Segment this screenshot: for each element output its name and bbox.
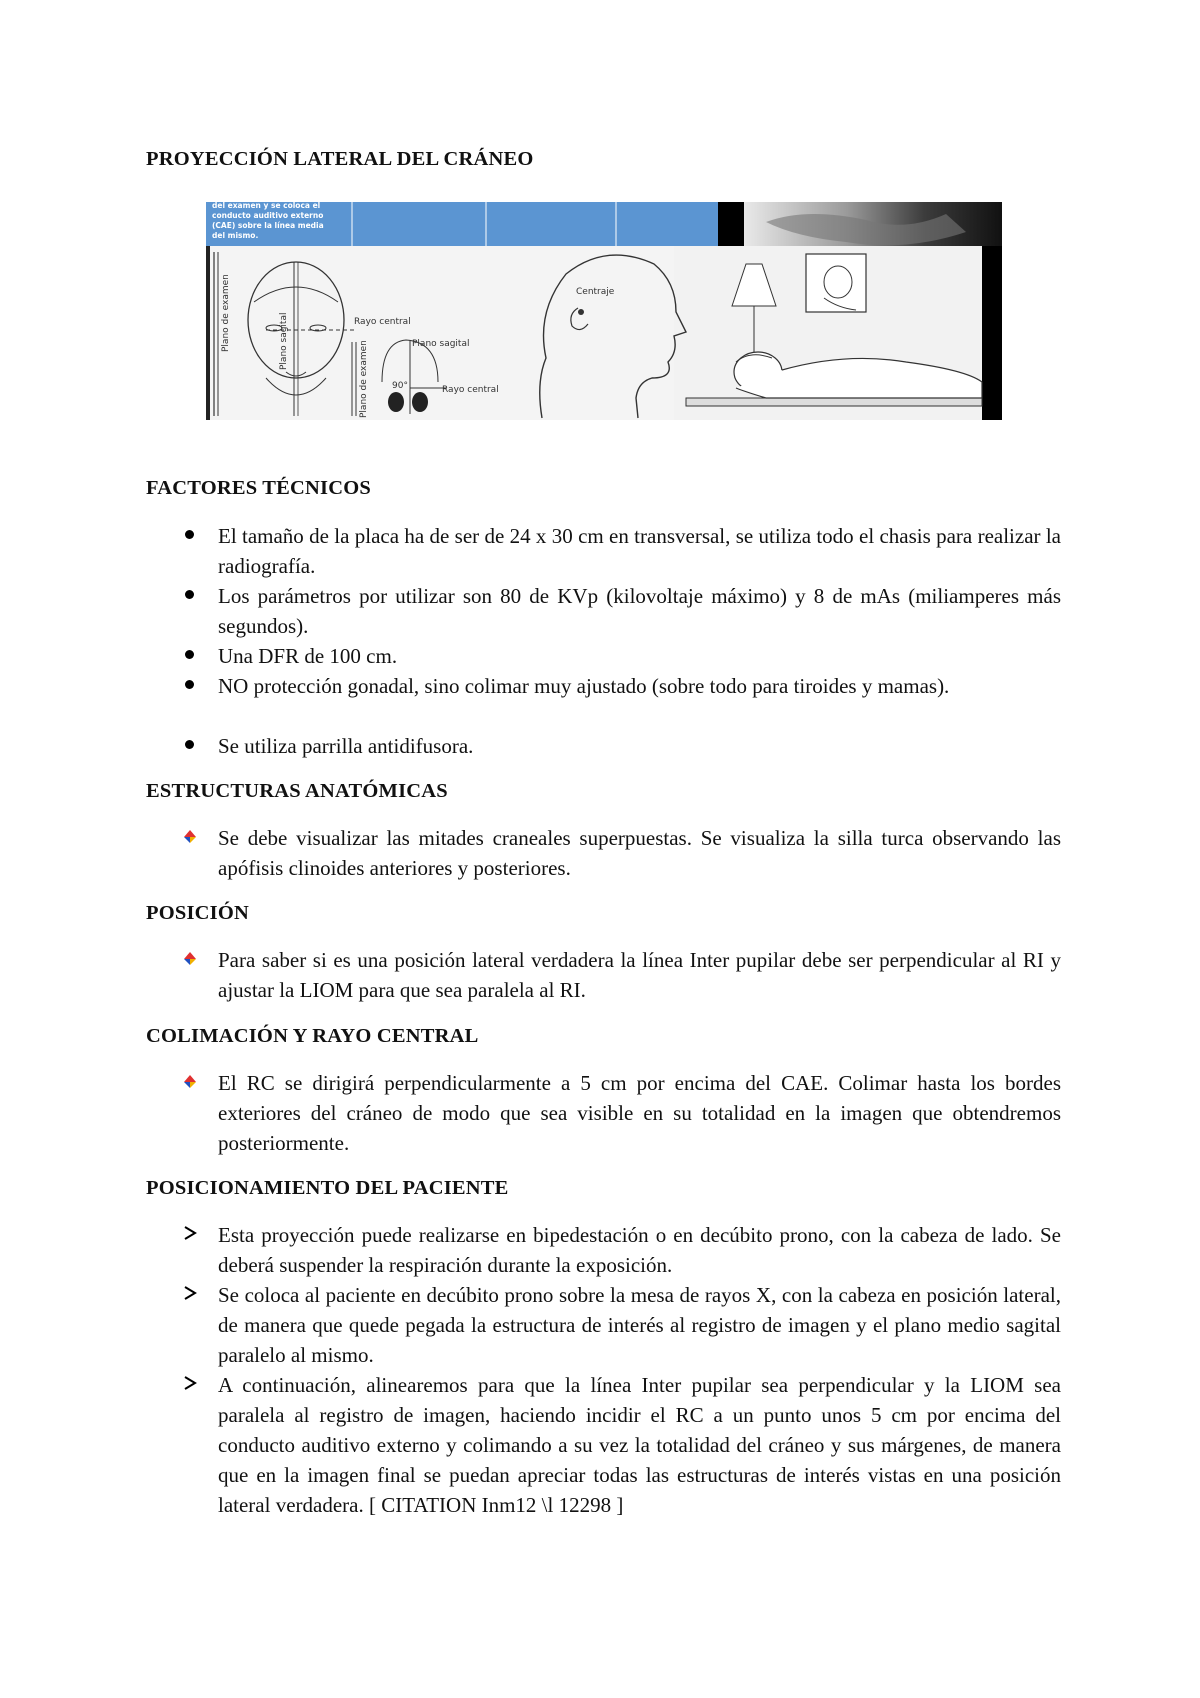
section-heading-posicionamiento: POSICIONAMIENTO DEL PACIENTE (146, 1177, 509, 1199)
filled-circle-bullet-icon (182, 736, 198, 752)
list-item: Se debe visualizar las mitades craneales superpuestas. Se visualiza la silla turca observando las apófisis clinoides anteriores y posteriores. (218, 826, 1061, 880)
label-angle: 90° (392, 381, 408, 391)
blue-text-line-1: del examen y se coloca el (212, 202, 321, 210)
filled-circle-bullet-icon (182, 676, 198, 692)
list-item: Una DFR de 100 cm. (218, 644, 398, 668)
list-item: Los parámetros por utilizar son 80 de KVp (kilovoltaje máximo) y 8 de mAs (miliamperes más segundos). (218, 584, 1061, 638)
filled-circle-bullet-icon (182, 586, 198, 602)
list-item: El tamaño de la placa ha de ser de 24 x 30 cm en transversal, se utiliza todo el chasis para realizar la radiografía. (218, 524, 1061, 578)
colored-arrow-bullet-icon (182, 1073, 198, 1089)
chevron-arrow-bullet-icon (182, 1285, 198, 1301)
chevron-arrow-bullet-icon (182, 1375, 198, 1391)
list-item: Esta proyección puede realizarse en bipedestación o en decúbito prono, con la cabeza de lado. Se deberá suspender la respiración durante la exposición. (218, 1223, 1061, 1277)
page-title: PROYECCIÓN LATERAL DEL CRÁNEO (146, 148, 534, 170)
section-heading-estructuras: ESTRUCTURAS ANATÓMICAS (146, 780, 448, 802)
section-heading-factores: FACTORES TÉCNICOS (146, 477, 371, 499)
list-item: NO protección gonadal, sino colimar muy ajustado (sobre todo para tiroides y mamas). (218, 674, 950, 698)
list-item: Se utiliza parrilla antidifusora. (218, 734, 474, 758)
positioning-figure (206, 202, 1002, 420)
section-heading-posicion: POSICIÓN (146, 902, 249, 924)
list-item: Para saber si es una posición lateral verdadera la línea Inter pupilar debe ser perpendicular al RI y ajustar la LIOM para que sea paralela al RI. (218, 948, 1061, 1002)
positioning-illustration (206, 202, 1002, 420)
blue-text-line-2: conducto auditivo externo (212, 211, 324, 220)
label-centraje: Centraje (576, 287, 615, 297)
label-rayo-central-1: Rayo central (354, 317, 411, 327)
filled-circle-bullet-icon (182, 646, 198, 662)
chevron-arrow-bullet-icon (182, 1225, 198, 1241)
label-plano-examen-1: Plano de examen (221, 274, 231, 352)
colored-arrow-bullet-icon (182, 828, 198, 844)
label-rayo-central-2: Rayo central (442, 385, 499, 395)
label-plano-sagital-vertical: Plano sagital (279, 312, 289, 370)
list-item: A continuación, alinearemos para que la línea Inter pupilar sea perpendicular y la LIOM sea paralela al registro de imagen, haciendo incidir el RC a un punto unos 5 cm por encima del conducto auditivo externo y colimando a su vez la totalidad del cráneo y sus márgenes, de manera que en la imagen final se puedan apreciar todas las estructuras de interés vistas en una posición lateral verdadera. [ CITATION Inm12 \l 12298 ] (218, 1373, 1061, 1517)
list-item: El RC se dirigirá perpendicularmente a 5 cm por encima del CAE. Colimar hasta los bordes exteriores del cráneo de modo que sea visible en su totalidad en la imagen que obtendremos posteriormente. (218, 1071, 1061, 1155)
blue-text-line-4: del mismo. (212, 231, 259, 240)
section-heading-colimacion: COLIMACIÓN Y RAYO CENTRAL (146, 1025, 479, 1047)
colored-arrow-bullet-icon (182, 950, 198, 966)
blue-text-line-3: (CAE) sobre la línea media (212, 221, 324, 230)
label-plano-examen-2: Plano de examen (359, 340, 369, 418)
list-item: Se coloca al paciente en decúbito prono sobre la mesa de rayos X, con la cabeza en posición lateral, de manera que quede pegada la estructura de interés al registro de imagen y el plano medio sagital paralelo al mismo. (218, 1283, 1061, 1367)
filled-circle-bullet-icon (182, 526, 198, 542)
label-plano-sagital: Plano sagital (412, 339, 470, 349)
